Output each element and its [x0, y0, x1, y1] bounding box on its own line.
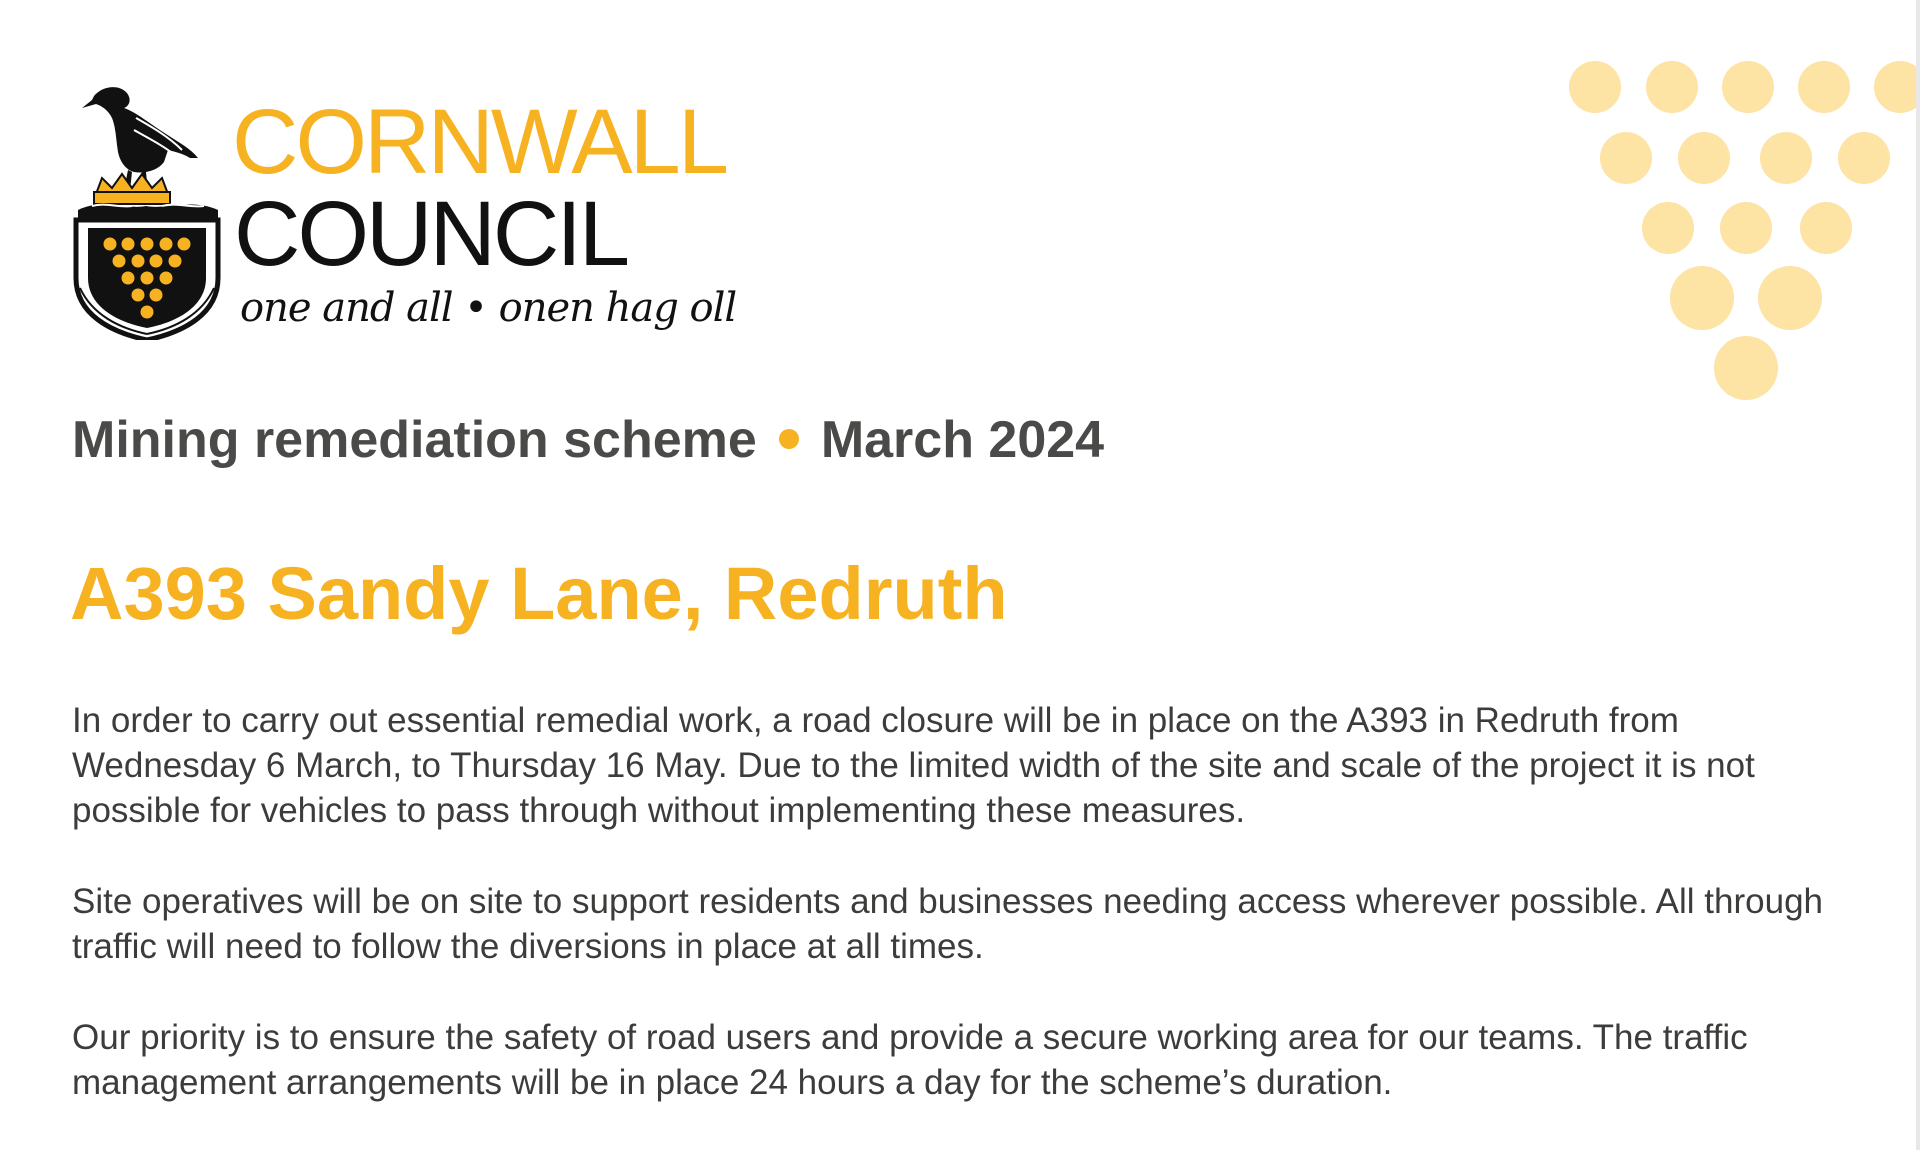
- bezant-dots-decoration: [1550, 50, 1920, 410]
- scheme-header: [72, 410, 1104, 470]
- logo-motto: one and all • onen hag oll: [240, 285, 737, 331]
- logo-wordmark-cornwall: CORNWALL: [232, 91, 726, 193]
- scheme-date: March 2024: [820, 411, 1105, 469]
- logo-wordmark-council: COUNCIL: [234, 183, 628, 285]
- paragraph: Site operatives will be on site to support residents and businesses needing access wherever possible. All through traffic will need to follow the diversions in place at all times.: [72, 882, 1824, 966]
- bullet-separator-icon: [779, 429, 799, 449]
- scheme-name: Mining remediation scheme: [72, 411, 757, 469]
- cornwall-crest-icon: [72, 78, 222, 340]
- page-title: A393 Sandy Lane, Redruth: [70, 552, 1008, 635]
- body-text: [72, 698, 1842, 1151]
- cornwall-council-logo: [72, 78, 772, 348]
- page-edge: [1916, 0, 1920, 1150]
- paragraph: Our priority is to ensure the safety of road users and provide a secure working area for our teams. The traffic management arrangements will be in place 24 hours a day for the scheme’s duration.: [72, 1018, 1748, 1102]
- paragraph: In order to carry out essential remedial work, a road closure will be in place on the A393 in Redruth from Wednesday 6 March, to Thursday 16 May. Due to the limited width of the site and scale of the project it is not possible for vehicles to pass through without implementing these measures.: [72, 701, 1755, 830]
